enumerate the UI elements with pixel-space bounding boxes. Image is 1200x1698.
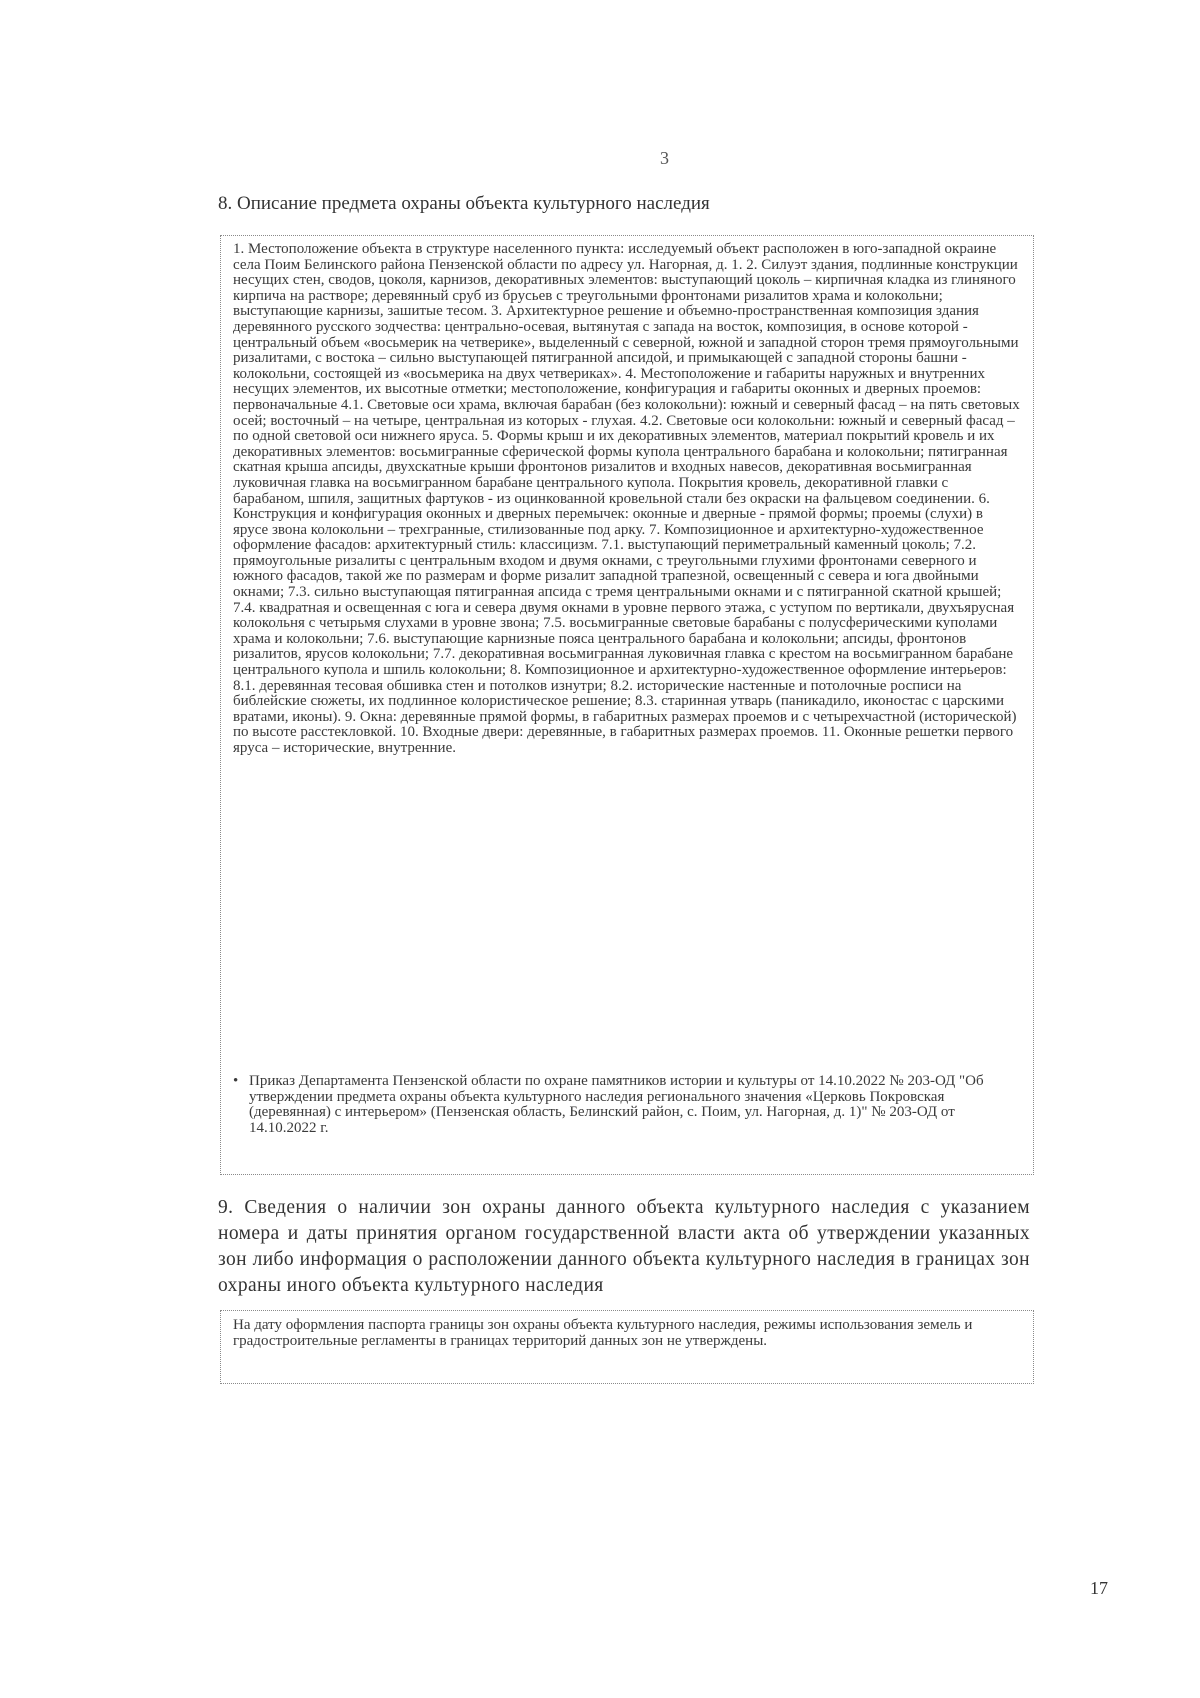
page-number-top: 3 [660, 148, 669, 168]
section-8-heading: 8. Описание предмета охраны объекта культурного наследия [218, 193, 710, 214]
section-9-box [220, 1310, 1034, 1384]
section-8-text: 1. Местоположение объекта в структуре населенного пункта: исследуемый объект расположен в юго-западной окраине села Поим Белинского района Пензенской области по адресу ул. Нагорная, д. 1. 2. Силуэт здания, подлинные конструкции несущих стен, сводов, цоколя, карнизов, декоративных элементов: выступающий цоколь – кирпичная кладка из глиняного кирпича на растворе; деревянный сруб из брусьев с треугольными фронтонами ризалитов храма и колокольни; выступающие карнизы, зашитые тесом. 3. Архитектурное решение и объемно-пространственная композиция здания деревянного русского зодчества: центрально-осевая, вытянутая с запада на восток, композиция, в основе которой - центральный объем «восьмерик на четверике», выделенный с северной, южной и западной сторон тремя прямоугольными ризалитами, с востока – сильно выступающей пятигранной апсидой, и примыкающей с западной стороны башни - колокольни, состоящей из «восьмерика на двух четвериках». 4. Местоположение и габариты наружных и внутренних несущих элементов, их высотные отметки; местоположение, конфигурация и габариты оконных и дверных проемов: первоначальные 4.1. Световые оси храма, включая барабан (без колокольни): южный и северный фасад – на пять световых осей; восточный – на четыре, центральная из которых - глухая. 4.2. Световые оси колокольни: южный и северный фасад – по одной световой оси нижнего яруса. 5. Формы крыш и их декоративных элементов, материал покрытий кровель и их декоративных элементов: восьмигранные сферической формы купола центрального барабана и колокольни; пятигранная скатная крыша апсиды, двухскатные крыши фронтонов ризалитов и входных навесов, декоративная восьмигранная луковичная главка на восьмигранном барабане центрального купола. Покрытия кровель, декоративной главки с барабаном, шпиля, защитных фартуков - из оцинкованной кровельной стали без окраски на фальцевом соединении. 6. Конструкция и конфигурация оконных и дверных перемычек: оконные и дверные - прямой формы; проемы (слухи) в ярусе звона колокольни – трехгранные, стилизованные под арку. 7. Композиционное и архитектурно-художественное оформление фасадов: архитектурный стиль: классицизм. 7.1. выступающий периметральный каменный цоколь; 7.2. прямоугольные ризалиты с центральным входом и двумя окнами, с треугольными глухими фронтонами северного и южного фасадов, такой же по размерам и форме ризалит западной трапезной, освещенный с севера и юга двойными окнами; 7.3. сильно выступающая пятигранная апсида с тремя центральными окнами и с пятигранной скатной крышей; 7.4. квадратная и освещенная с юга и севера двумя окнами в уровне первого этажа, с уступом по вертикали, двухъярусная колокольня с четырьмя слухами в уровне звона; 7.5. восьмигранные световые барабаны с полусферическими куполами храма и колокольни; 7.6. выступающие карнизные пояса центрального барабана и колокольни; апсиды, фронтонов ризалитов, ярусов колокольни; 7.7. декоративная восьмигранная луковичная главка с крестом на восьмигранном барабане центрального купола и шпиль колокольни; 8. Композиционное и архитектурно-художественное оформление интерьеров: 8.1. деревянная тесовая обшивка стен и потолков изнутри; 8.2. исторические настенные и потолочные росписи на библейские сюжеты, их подлинное колористическое решение; 8.3. старинная утварь (паникадило, иконостас с царскими вратами, иконы). 9. Окна: деревянные прямой формы, в габаритных размерах проемов и с четырехчастной (исторической) по высоте расстекловкой. 10. Входные двери: деревянные, в габаритных размерах проемов. 11. Оконные решетки первого яруса – исторические, внутренние. [233, 241, 1020, 756]
order-reference [233, 1073, 1011, 1136]
section-8-box [220, 235, 1034, 1175]
page-number-bottom: 17 [1090, 1578, 1108, 1598]
section-9-heading: 9. Сведения о наличии зон охраны данного объекта культурного наследия с указанием номера и даты принятия органом государственной власти акта об утверждении указанных зон либо информация о расположении данного объекта культурного наследия в границах зон охраны иного объекта культурного наследия [218, 1197, 1030, 1296]
section-9-text: На дату оформления паспорта границы зон охраны объекта культурного наследия, режимы использования земель и градостроительные регламенты в границах территорий данных зон не утверждены. [233, 1317, 973, 1349]
order-reference-text: Приказ Департамента Пензенской области по охране памятников истории и культуры от 14.10.2022 № 203-ОД "Об утверждении предмета охраны объекта культурного наследия регионального значения «Церковь Покровская (деревянная) с интерьером» (Пензенская область, Белинский район, с. Поим, ул. Нагорная, д. 1)" № 203-ОД от 14.10.2022 г. [249, 1073, 984, 1136]
bullet-icon: • [233, 1073, 239, 1089]
